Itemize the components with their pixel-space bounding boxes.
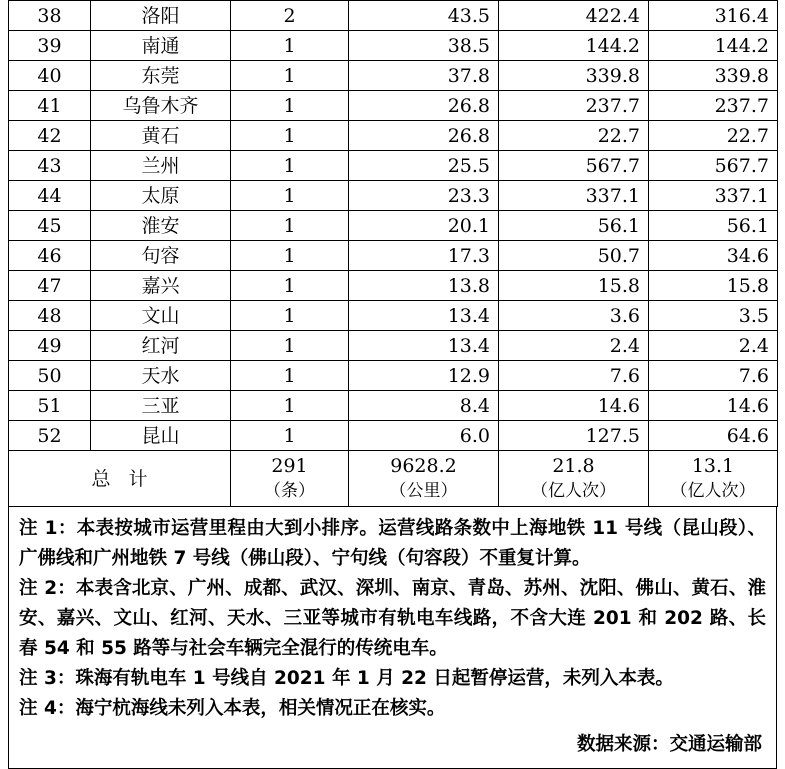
cell-lines: 1	[231, 271, 349, 301]
cell-passenger-volume: 567.7	[499, 151, 649, 181]
cell-city: 洛阳	[91, 1, 231, 31]
cell-passenger-volume: 56.1	[499, 211, 649, 241]
cell-passenger-volume: 339.8	[499, 61, 649, 91]
note-3: 注 3：珠海有轨电车 1 号线自 2021 年 1 月 22 日起暂停运营，未列入本表。	[19, 668, 674, 689]
table-notes	[8, 507, 777, 769]
total-label: 总 计	[91, 467, 154, 490]
cell-km: 13.4	[349, 301, 499, 331]
note-2: 注 2：本表含北京、广州、成都、武汉、深圳、南京、青岛、苏州、沈阳、佛山、黄石、淮安、嘉兴、文山、红河、天水、三亚等城市有轨电车线路，不含大连 201 和 202 路、长春 54 和 55 路等与社会车辆完全混行的传统电车。	[19, 578, 766, 659]
cell-rank: 46	[9, 241, 91, 271]
cell-rank: 47	[9, 271, 91, 301]
cell-passenger-volume: 337.1	[499, 181, 649, 211]
cell-entry-volume: 3.5	[649, 301, 778, 331]
table-row	[9, 391, 778, 421]
cell-rank: 44	[9, 181, 91, 211]
total-lines-value: 291	[271, 455, 308, 477]
cell-entry-volume: 316.4	[649, 1, 778, 31]
cell-city: 文山	[91, 301, 231, 331]
cell-city: 太原	[91, 181, 231, 211]
cell-entry-volume: 64.6	[649, 421, 778, 451]
total-km-cell	[349, 451, 499, 507]
cell-km: 37.8	[349, 61, 499, 91]
table-row	[9, 61, 778, 91]
cell-city: 红河	[91, 331, 231, 361]
table-row	[9, 1, 778, 31]
table-row	[9, 181, 778, 211]
cell-km: 12.9	[349, 361, 499, 391]
table-row	[9, 121, 778, 151]
cell-lines: 2	[231, 1, 349, 31]
cell-km: 20.1	[349, 211, 499, 241]
cell-city: 嘉兴	[91, 271, 231, 301]
cell-rank: 40	[9, 61, 91, 91]
cell-lines: 1	[231, 121, 349, 151]
cell-city: 天水	[91, 361, 231, 391]
cell-lines: 1	[231, 181, 349, 211]
cell-city: 淮安	[91, 211, 231, 241]
cell-km: 8.4	[349, 391, 499, 421]
cell-lines: 1	[231, 391, 349, 421]
total-km-value: 9628.2	[390, 455, 457, 477]
table-row	[9, 331, 778, 361]
cell-lines: 1	[231, 31, 349, 61]
total-passenger-volume-unit: （亿人次）	[531, 481, 616, 501]
table-row	[9, 211, 778, 241]
cell-km: 17.3	[349, 241, 499, 271]
cell-km: 26.8	[349, 91, 499, 121]
cell-entry-volume: 22.7	[649, 121, 778, 151]
cell-lines: 1	[231, 361, 349, 391]
total-passenger-volume-value: 21.8	[552, 455, 595, 477]
cell-city: 昆山	[91, 421, 231, 451]
cell-entry-volume: 339.8	[649, 61, 778, 91]
cell-entry-volume: 237.7	[649, 91, 778, 121]
cell-city: 南通	[91, 31, 231, 61]
cell-lines: 1	[231, 91, 349, 121]
cell-km: 13.4	[349, 331, 499, 361]
cell-passenger-volume: 15.8	[499, 271, 649, 301]
table-row	[9, 241, 778, 271]
table-row	[9, 91, 778, 121]
cell-rank: 41	[9, 91, 91, 121]
cell-city: 三亚	[91, 391, 231, 421]
city-rail-statistics-table	[8, 0, 778, 507]
cell-rank: 51	[9, 391, 91, 421]
cell-passenger-volume: 22.7	[499, 121, 649, 151]
note-1: 注 1：本表按城市运营里程由大到小排序。运营线路条数中上海地铁 11 号线（昆山段）、广佛线和广州地铁 7 号线（佛山段）、宁句线（句容段）不重复计算。	[19, 518, 766, 569]
total-entry-volume-unit: （亿人次）	[670, 481, 756, 501]
total-lines-unit: （条）	[264, 481, 315, 501]
table-row	[9, 31, 778, 61]
cell-passenger-volume: 127.5	[499, 421, 649, 451]
table-row	[9, 301, 778, 331]
cell-lines: 1	[231, 301, 349, 331]
cell-km: 43.5	[349, 1, 499, 31]
cell-city: 乌鲁木齐	[91, 91, 231, 121]
cell-rank: 42	[9, 121, 91, 151]
cell-entry-volume: 567.7	[649, 151, 778, 181]
cell-km: 25.5	[349, 151, 499, 181]
cell-entry-volume: 14.6	[649, 391, 778, 421]
table-row	[9, 271, 778, 301]
note-4: 注 4：海宁杭海线未列入本表，相关情况正在核实。	[19, 698, 446, 719]
cell-passenger-volume: 422.4	[499, 1, 649, 31]
total-km-unit: （公里）	[389, 481, 458, 501]
cell-rank: 38	[9, 1, 91, 31]
cell-passenger-volume: 7.6	[499, 361, 649, 391]
cell-city: 东莞	[91, 61, 231, 91]
cell-km: 23.3	[349, 181, 499, 211]
cell-passenger-volume: 3.6	[499, 301, 649, 331]
cell-entry-volume: 34.6	[649, 241, 778, 271]
cell-city: 句容	[91, 241, 231, 271]
table-body	[9, 1, 778, 507]
cell-km: 38.5	[349, 31, 499, 61]
cell-passenger-volume: 50.7	[499, 241, 649, 271]
cell-lines: 1	[231, 211, 349, 241]
table-row	[9, 361, 778, 391]
cell-entry-volume: 337.1	[649, 181, 778, 211]
cell-lines: 1	[231, 151, 349, 181]
cell-rank: 50	[9, 361, 91, 391]
cell-km: 26.8	[349, 121, 499, 151]
cell-passenger-volume: 14.6	[499, 391, 649, 421]
cell-rank: 49	[9, 331, 91, 361]
table-row	[9, 151, 778, 181]
table-row	[9, 421, 778, 451]
total-entry-volume-cell	[649, 451, 778, 507]
total-label-cell	[9, 451, 231, 507]
cell-city: 黄石	[91, 121, 231, 151]
cell-rank: 52	[9, 421, 91, 451]
cell-city: 兰州	[91, 151, 231, 181]
total-entry-volume-value: 13.1	[691, 455, 735, 477]
cell-entry-volume: 7.6	[649, 361, 778, 391]
cell-rank: 48	[9, 301, 91, 331]
cell-passenger-volume: 144.2	[499, 31, 649, 61]
cell-entry-volume: 2.4	[649, 331, 778, 361]
cell-km: 6.0	[349, 421, 499, 451]
cell-rank: 43	[9, 151, 91, 181]
cell-lines: 1	[231, 241, 349, 271]
total-passenger-volume-cell	[499, 451, 649, 507]
cell-passenger-volume: 237.7	[499, 91, 649, 121]
cell-rank: 39	[9, 31, 91, 61]
cell-lines: 1	[231, 331, 349, 361]
cell-passenger-volume: 2.4	[499, 331, 649, 361]
data-source: 数据来源：交通运输部	[576, 734, 762, 755]
cell-rank: 45	[9, 211, 91, 241]
table-total-row	[9, 451, 778, 507]
cell-lines: 1	[231, 61, 349, 91]
cell-km: 13.8	[349, 271, 499, 301]
cell-entry-volume: 15.8	[649, 271, 778, 301]
cell-entry-volume: 144.2	[649, 31, 778, 61]
cell-entry-volume: 56.1	[649, 211, 778, 241]
cell-lines: 1	[231, 421, 349, 451]
total-lines-cell	[231, 451, 349, 507]
